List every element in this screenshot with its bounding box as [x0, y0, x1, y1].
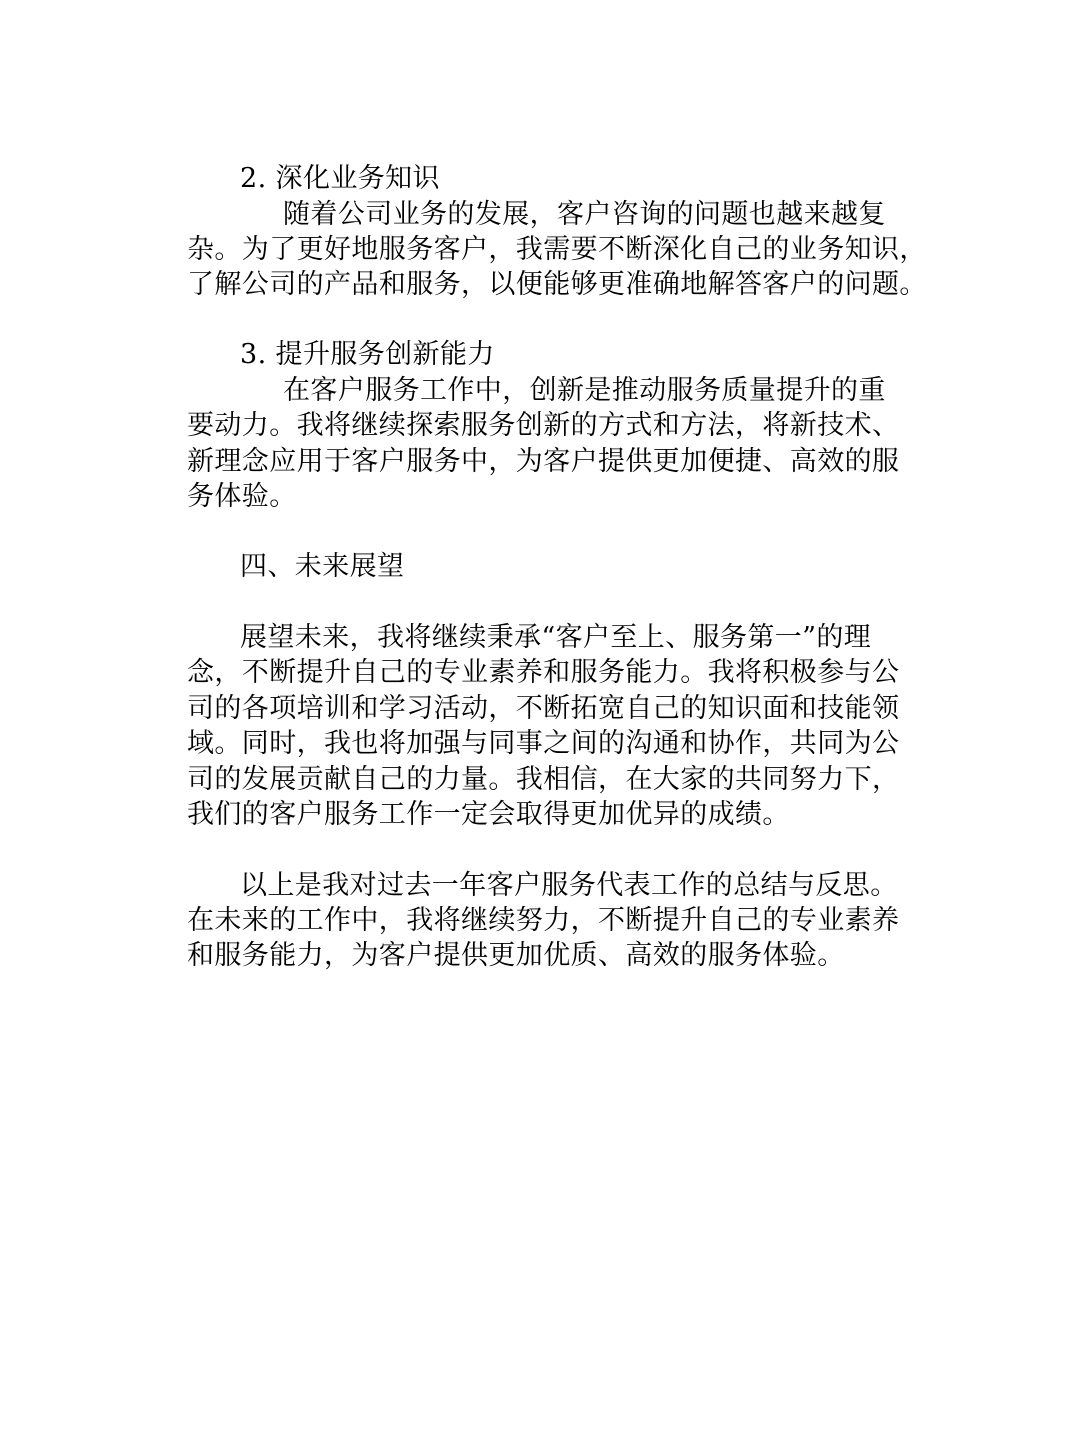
section-3-line-1: 在客户服务工作中，创新是推动服务质量提升的重: [283, 375, 886, 406]
outlook-line-2: 念，不断提升自己的专业素养和服务能力。我将积极参与公: [187, 657, 900, 688]
conclusion-line-3: 和服务能力，为客户提供更加优质、高效的服务体验。: [187, 940, 845, 971]
section-3-line-4: 务体验。: [187, 481, 297, 512]
section-2-line-3: 了解公司的产品和服务，以便能够更准确地解答客户的问题。: [187, 269, 927, 300]
section-4-heading: 四、未来展望: [240, 551, 405, 582]
outlook-line-6: 我们的客户服务工作一定会取得更加优异的成绩。: [187, 799, 790, 830]
outlook-line-4: 域。同时，我也将加强与同事之间的沟通和协作，共同为公: [187, 728, 900, 759]
section-3-heading: 3. 提升服务创新能力: [240, 339, 495, 370]
section-2-heading: 2. 深化业务知识: [240, 163, 440, 194]
outlook-line-5: 司的发展贡献自己的力量。我相信，在大家的共同努力下，: [187, 764, 900, 795]
section-2-line-1: 随着公司业务的发展，客户咨询的问题也越来越复: [283, 199, 886, 230]
outlook-line-3: 司的各项培训和学习活动，不断拓宽自己的知识面和技能领: [187, 693, 900, 724]
outlook-line-1: 展望未来，我将继续秉承“客户至上、服务第一”的理: [240, 622, 872, 653]
conclusion-line-2: 在未来的工作中，我将继续努力，不断提升自己的专业素养: [187, 905, 900, 936]
conclusion-line-1: 以上是我对过去一年客户服务代表工作的总结与反思。: [240, 870, 898, 901]
section-3-line-3: 新理念应用于客户服务中，为客户提供更加便捷、高效的服: [187, 446, 900, 477]
section-3-line-2: 要动力。我将继续探索服务创新的方式和方法，将新技术、: [187, 410, 900, 441]
section-2-line-2: 杂。为了更好地服务客户，我需要不断深化自己的业务知识，: [187, 234, 927, 265]
